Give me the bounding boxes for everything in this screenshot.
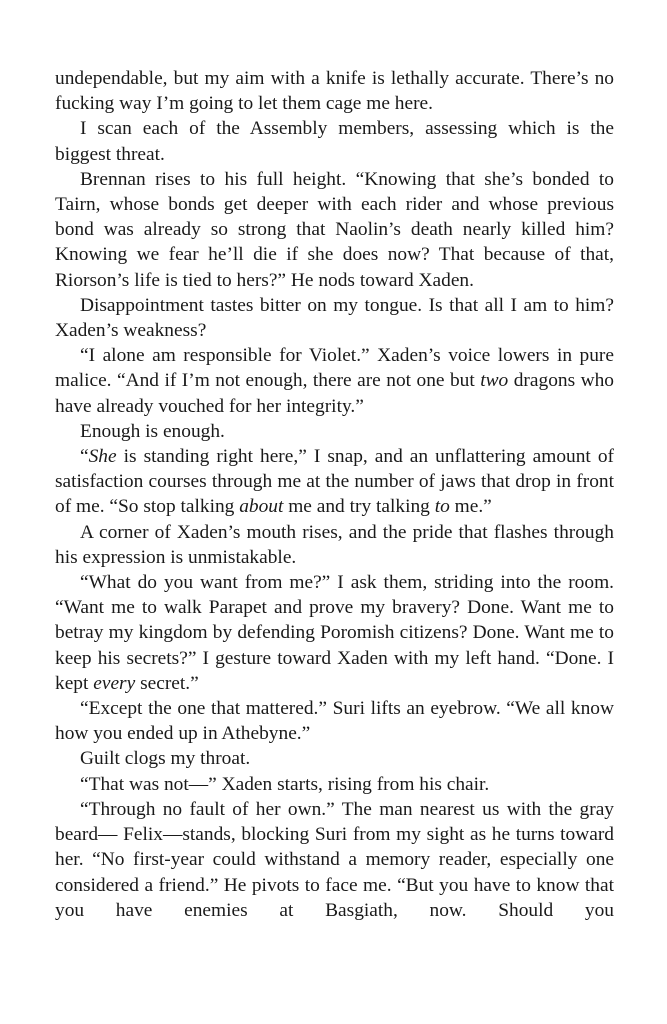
paragraph — [55, 167, 614, 293]
paragraph — [55, 746, 614, 771]
paragraph — [55, 343, 614, 419]
text-run: Brennan rises to his full height. “Knowing that she’s bonded to Tairn, whose bonds get deeper with each rider and whose previous bond was already so strong that Naolin’s death nearly killed him? Knowing we fear he’ll die if she does now? That because of that, Riorson’s life is tied to hers?” He nods toward Xaden. — [55, 168, 614, 291]
book-page — [55, 66, 614, 923]
paragraph — [55, 772, 614, 797]
text-run: dragons who have already vouched for her integrity.” — [55, 370, 614, 417]
text-run: “What do you want from me?” I ask them, striding into the room. “Want me to walk Parapet and prove my bravery? Done. Want me to betray my kingdom by defending Poromish citizens? Done. Want me to keep his secrets?” I gesture toward Xaden with my left hand. “Done. I kept — [55, 572, 614, 694]
text-run: I scan each of the Assembly members, assessing which is the biggest threat. — [55, 118, 614, 165]
text-run: “ — [80, 446, 89, 468]
paragraph — [55, 797, 614, 923]
text-run: is standing right here,” I snap, and an unflattering amount of satisfaction courses through me at the number of jaws that drop in front of me. “So stop talking — [55, 446, 614, 518]
italic-text: every — [93, 672, 136, 694]
text-run: secret.” — [135, 672, 199, 694]
paragraph — [55, 444, 614, 520]
paragraph — [55, 419, 614, 444]
italic-text: about — [239, 496, 284, 518]
italic-text: to — [434, 496, 450, 518]
text-run: “That was not—” Xaden starts, rising from his chair. — [80, 773, 490, 795]
text-run: “Except the one that mattered.” Suri lifts an eyebrow. “We all know how you ended up in Athebyne.” — [55, 698, 614, 745]
italic-text: two — [480, 370, 509, 392]
text-run: me and try talking — [283, 496, 435, 518]
text-run: undependable, but my aim with a knife is lethally accurate. There’s no fucking way I’m going to let them cage me here. — [55, 68, 614, 115]
text-run: “Through no fault of her own.” The man nearest us with the gray beard— Felix—stands, blocking Suri from my sight as he turns toward her. “No first-year could withstand a memory reader, especially one considered a friend.” He pivots to face me. “But you have to know that you have enemies at Basgiath, now. Should you — [55, 798, 614, 921]
paragraph — [55, 520, 614, 570]
text-run: Disappointment tastes bitter on my tongue. Is that all I am to him? Xaden’s weakness? — [55, 294, 614, 342]
paragraph — [55, 66, 614, 116]
text-run: A corner of Xaden’s mouth rises, and the pride that flashes through his expression is unmistakable. — [55, 521, 614, 568]
paragraph — [55, 293, 614, 343]
text-run: Enough is enough. — [80, 420, 225, 442]
text-run: Guilt clogs my throat. — [80, 748, 251, 770]
text-run: me.” — [449, 496, 492, 518]
paragraph — [55, 696, 614, 746]
text-run: “I alone am responsible for Violet.” Xaden’s voice lowers in pure malice. “And if I’m not enough, there are not one but — [55, 345, 614, 392]
italic-text: She — [88, 446, 117, 468]
paragraph — [55, 116, 614, 166]
paragraph — [55, 570, 614, 696]
